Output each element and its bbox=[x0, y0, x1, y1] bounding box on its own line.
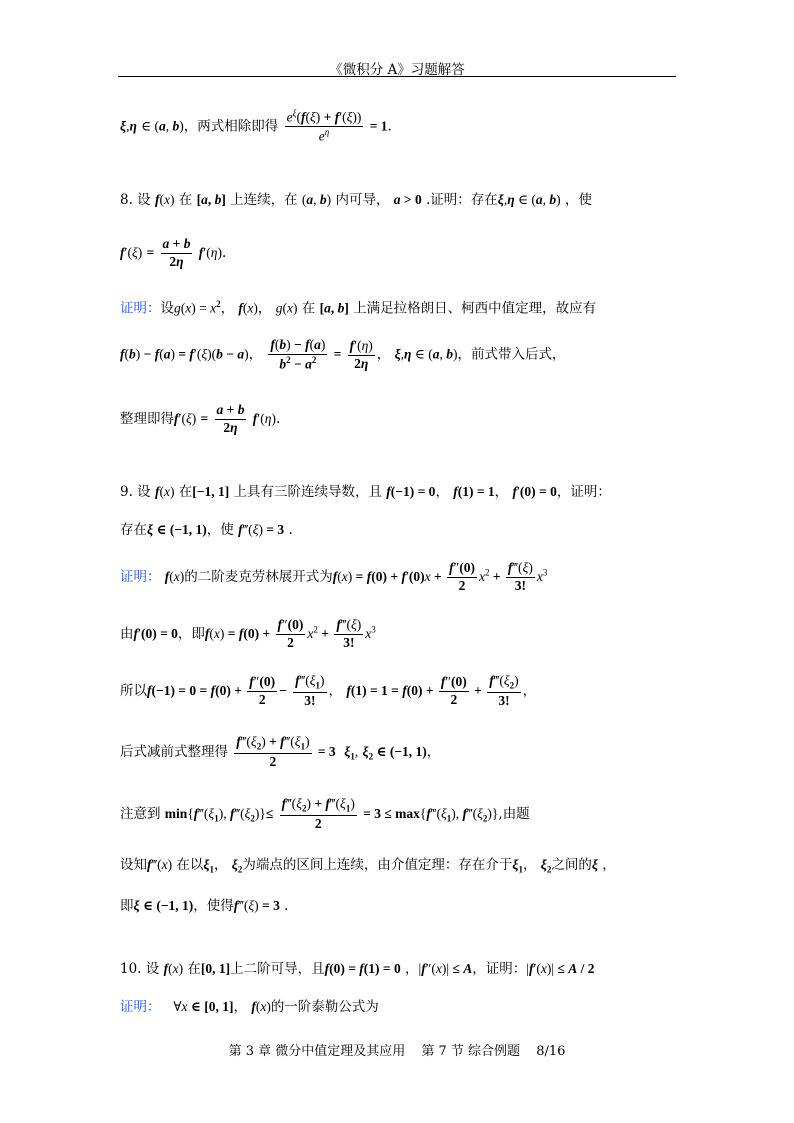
problem-10-proof-line-1: 证明： ∀x ∈ [0, 1]， f(x)的一阶泰勒公式为 bbox=[120, 999, 379, 1015]
text-divide: 两式相除即得 bbox=[197, 118, 279, 135]
problem-9-statement: 9. 设 f(x) 在[−1, 1] 上具有三阶连续导数，且 f(−1) = 0， f(1) = 1， f′(0) = 0，证明： bbox=[120, 484, 611, 500]
footer-chapter: 第 3 章 微分中值定理及其应用 bbox=[228, 1044, 406, 1059]
page-footer bbox=[118, 1040, 676, 1059]
problem-8-statement: 8. 设 f(x) 在 [a, b] 上连续，在 (a, b) 内可导， a > 0 .证明：存在ξ,η ∈ (a, b) ，使 bbox=[120, 192, 592, 208]
comma: ， bbox=[183, 118, 198, 135]
footer-page-number: 8/16 bbox=[536, 1044, 566, 1059]
proof-label: 证明： bbox=[120, 300, 161, 317]
problem-8-proof-line-1: 证明：设$g(x) = x^2$， f(x)， g(x) 在 [a, b] 上满足拉格朗日、柯西中值定理，故应有 bbox=[120, 299, 597, 317]
problem-9-proof-line-6: 设知f‴(x) 在以$\xi_1$， $\xi_2$为端点的区间上连续，由介值定理：存在介于$\xi_1$， $\xi_2$之间的ξ ， bbox=[120, 857, 616, 875]
header-rule bbox=[118, 76, 676, 77]
problem-9-proof-line-2: 由f′(0) = 0，即f(x) = f(0) + $\frac{f''(0)}{2}$ $x^2$ + $\frac{f‴(\xi)}{3!}$ $x^3$ bbox=[120, 617, 376, 650]
problem-8-goal: f′(ξ) = $\frac{a + b}{2\eta}$ f′(η). bbox=[120, 236, 227, 269]
line-conclusion-7: ξ,η ∈ (a, b)，两式相除即得 $\frac{e^\xi(f(\xi) + f'(\xi))}{e^\eta}$ = 1. bbox=[120, 108, 392, 144]
problem-9-proof-line-3: 所以f(−1) = 0 = f(0) + $\frac{f''(0)}{2}$ − $\frac{f‴(\xi_1)}{3!}$ ， f(1) = 1 = f(0) + $\frac{f''(0)}{2}$ + $\frac{f‴(\xi_2)}{3!}$ ， bbox=[120, 673, 537, 708]
problem-10-statement: 10. 设 f(x) 在[0, 1]上二阶可导，且f(0) = f(1) = 0 ，|f″(x)| ≤ A，证明：|f′(x)| ≤ A / 2 bbox=[120, 961, 595, 977]
problem-9-proof-line-1: 证明： f(x)的二阶麦克劳林展开式为f(x) = f(0) + f′(0)x + $\frac{f''(0)}{2}$ $x^2$ + $\frac{f‴(\xi)}{3!}$ $x^3$ bbox=[120, 560, 548, 593]
page-header: 《微积分 A》习题解答 bbox=[329, 62, 465, 78]
problem-8-proof-line-3: 整理即得f′(ξ) = $\frac{a + b}{2\eta}$ f′(η). bbox=[120, 402, 281, 435]
footer-section: 第 7 节 综合例题 bbox=[421, 1044, 521, 1059]
fraction: $\frac{e^\xi(f(\xi) + f'(\xi))}{e^\eta}$ bbox=[286, 108, 362, 144]
problem-8-proof-line-2: f(b) − f(a) = f′(ξ)(b − a)， $\frac{f(b) - f(a)}{b^2 - a^2}$ = $\frac{f'(\eta)}{2\eta}$ ， ξ,η ∈ (a, b)，前式带入后式， bbox=[120, 337, 566, 372]
problem-9-proof-line-5: 注意到 $\min\{f‴(\xi_1)$, $f‴(\xi_2)\}\le$ $\frac{f‴(\xi_2) + f‴(\xi_1)}{2}$ = $3 \le \max\{f‴(\xi_1)$, $f‴(\xi_2)$},由题 bbox=[120, 796, 530, 831]
problem-9-proof-line-4: 后式减前式整理得 $\frac{f‴(\xi_2) + f‴(\xi_1)}{2}$ = 3 $\xi_1$, $\xi_2$ ∈ (−1, 1)， bbox=[120, 734, 441, 769]
problem-9-goal: 存在ξ ∈ (−1, 1)，使 f‴(ξ) = 3 . bbox=[120, 522, 293, 538]
problem-9-proof-line-7: 即ξ ∈ (−1, 1)，使得f‴(ξ) = 3 . bbox=[120, 898, 289, 914]
